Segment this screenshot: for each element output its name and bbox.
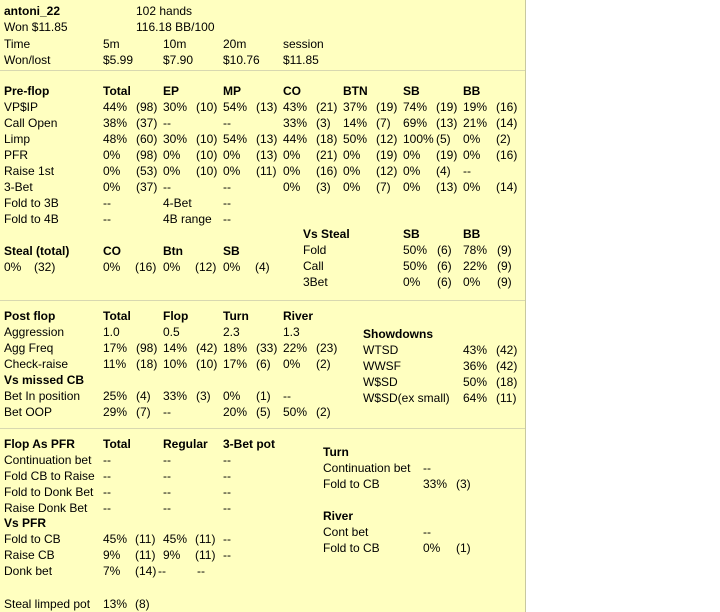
river-title: River [323,509,354,523]
steal-co-count: (16) [135,260,157,274]
vs-pfr-total-count: (14) [135,564,157,578]
vs-pfr-regular-value: -- [158,564,166,578]
vs-pfr-total-count: (11) [135,548,156,562]
steal-limped-pot-value: 13% [103,597,128,611]
vs-pfr-row-label: Donk bet [4,564,53,578]
preflop-cell-value: 0% [163,148,181,162]
missed-cb-cell-count: (5) [256,405,271,419]
postflop-row-label: Agg Freq [4,341,54,355]
vs-pfr-3bet-value: -- [223,532,231,546]
flop-pfr-cell: -- [163,453,171,467]
preflop-row-label: Call Open [4,116,58,130]
missed-cb-cell-count: (2) [316,405,331,419]
preflop-header: EP [163,84,180,98]
missed-cb-cell-count: (3) [196,389,211,403]
turn-cbet-value: -- [423,461,431,475]
showdown-row-count: (18) [496,375,518,389]
missed-cb-cell-value: -- [163,405,171,419]
vs-pfr-regular-count: (11) [195,548,216,562]
preflop-cell-count: (7) [376,116,391,130]
preflop-cell-count: (11) [256,164,277,178]
preflop-cell-count: (14) [496,116,518,130]
preflop-cell-value: 0% [103,148,121,162]
missed-cb-cell-value: 50% [283,405,308,419]
vs-steal-row-label: Fold [303,243,327,257]
preflop-cell-value: 0% [343,148,361,162]
turn-fold-cb-value: 33% [423,477,448,491]
wonlost-5m: $5.99 [103,53,134,67]
missed-cb-cell-count: (7) [136,405,151,419]
preflop-cell-count: (18) [316,132,338,146]
preflop-cell-value: 30% [163,132,188,146]
preflop-cell-value: 0% [403,180,421,194]
postflop-cell-count: (33) [256,341,278,355]
vs-pfr-total-count: (11) [135,532,156,546]
won-amount: Won $11.85 [4,20,68,34]
flop-pfr-cell: -- [223,453,231,467]
preflop-cell-count: (53) [136,164,158,178]
preflop-row-label: Limp [4,132,31,146]
river-fold-cb-value: 0% [423,541,441,555]
missed-cb-row-label: Bet OOP [4,405,53,419]
river-cbet-label: Cont bet [323,525,369,539]
vs-steal-title: Vs Steal [303,227,350,241]
vs-steal-cell-value: 50% [403,259,428,273]
vs-pfr-regular-value: 9% [163,548,181,562]
preflop-cell-value: 54% [223,100,248,114]
missed-cb-row-label: Bet In position [4,389,81,403]
steal-sb-count: (4) [255,260,270,274]
preflop-cell-count: (13) [436,180,458,194]
divider [0,300,525,301]
preflop-header: BB [463,84,481,98]
preflop-cell-count: (13) [256,148,278,162]
steal-limped-pot-count: (8) [135,597,150,611]
postflop-header-river: River [283,309,314,323]
preflop-cell-value: 0% [343,180,361,194]
postflop-cell-count: (42) [196,341,218,355]
flop-pfr-cell: -- [223,501,231,515]
fold-to-4b-label: Fold to 4B [4,212,59,226]
preflop-cell-count: (16) [316,164,338,178]
flop-pfr-row-label: Raise Donk Bet [4,501,88,515]
vs-steal-cell-value: 0% [463,275,481,289]
showdown-row-label: W$SD [363,375,398,389]
preflop-header: Total [103,84,131,98]
postflop-row-label: Check-raise [4,357,69,371]
preflop-cell-count: (21) [316,148,338,162]
vs-pfr-3bet-value: -- [197,564,205,578]
preflop-cell-count: (98) [136,100,158,114]
missed-cb-cell-count: (1) [256,389,271,403]
flop-pfr-cell: -- [103,453,111,467]
preflop-cell-value: 0% [223,148,241,162]
vs-steal-header-bb: BB [463,227,481,241]
showdowns-title: Showdowns [363,327,433,341]
vs-pfr-total-value: 7% [103,564,121,578]
preflop-row-label: 3-Bet [4,180,33,194]
preflop-cell-value: -- [163,116,171,130]
preflop-cell-count: (37) [136,116,158,130]
preflop-cell-value: 43% [283,100,308,114]
postflop-cell-value: 22% [283,341,308,355]
steal-btn-count: (12) [195,260,217,274]
preflop-cell-value: 44% [103,100,128,114]
steal-total-count: (32) [34,260,56,274]
vs-steal-cell-count: (6) [437,275,452,289]
postflop-cell-count: (98) [136,341,158,355]
preflop-cell-value: 0% [103,180,121,194]
steal-sb-value: 0% [223,260,241,274]
vs-steal-row-label: Call [303,259,324,273]
preflop-cell-count: (5) [436,132,451,146]
preflop-row-label: Raise 1st [4,164,55,178]
postflop-header-total: Total [103,309,131,323]
postflop-cell-value: 17% [103,341,128,355]
preflop-cell-count: (19) [436,148,458,162]
vs-steal-cell-count: (6) [437,243,452,257]
preflop-cell-value: -- [163,180,171,194]
preflop-cell-count: (60) [136,132,158,146]
preflop-cell-count: (3) [316,180,331,194]
preflop-cell-count: (12) [376,132,398,146]
flop-pfr-row-label: Continuation bet [4,453,92,467]
preflop-cell-count: (98) [136,148,158,162]
time-col-5m: 5m [103,37,120,51]
preflop-cell-count: (10) [196,164,218,178]
divider [0,70,525,71]
preflop-cell-value: 21% [463,116,488,130]
aggression-turn: 2.3 [223,325,240,339]
four-bet-value: -- [223,196,231,210]
steal-co-value: 0% [103,260,121,274]
vs-steal-cell-count: (9) [497,243,512,257]
time-col-session: session [283,37,324,51]
preflop-cell-count: (19) [376,148,398,162]
postflop-cell-count: (6) [256,357,271,371]
vs-steal-cell-value: 0% [403,275,421,289]
preflop-cell-count: (12) [376,164,398,178]
preflop-cell-value: 0% [463,180,481,194]
preflop-cell-count: (10) [196,100,218,114]
preflop-cell-value: 19% [463,100,488,114]
vs-pfr-total-value: 9% [103,548,121,562]
preflop-cell-value: 0% [103,164,121,178]
vs-pfr-row-label: Fold to CB [4,532,61,546]
showdown-row-value: 43% [463,343,488,357]
showdown-row-label: WWSF [363,359,401,373]
flop-pfr-row-label: Fold to Donk Bet [4,485,94,499]
river-fold-cb-label: Fold to CB [323,541,380,555]
postflop-header-flop: Flop [163,309,189,323]
missed-cb-cell-value: -- [283,389,291,403]
flop-pfr-cell: -- [103,501,111,515]
player-name: antoni_22 [4,4,61,18]
vs-steal-cell-count: (9) [497,275,512,289]
preflop-cell-value: 0% [283,164,301,178]
preflop-cell-count: (19) [436,100,458,114]
showdown-row-count: (42) [496,359,518,373]
preflop-cell-value: -- [223,116,231,130]
vs-pfr-row-label: Raise CB [4,548,55,562]
showdown-row-value: 64% [463,391,488,405]
preflop-cell-value: 37% [343,100,368,114]
preflop-cell-count: (13) [256,132,278,146]
turn-title: Turn [323,445,349,459]
divider [0,428,525,429]
preflop-cell-value: 0% [403,164,421,178]
vs-steal-cell-value: 22% [463,259,488,273]
vs-pfr-regular-count: (11) [195,532,216,546]
preflop-cell-value: 0% [343,164,361,178]
showdown-row-label: WTSD [363,343,399,357]
steal-total-value: 0% [4,260,22,274]
river-fold-cb-count: (1) [456,541,471,555]
preflop-cell-count: (4) [436,164,451,178]
vs-pfr-3bet-value: -- [223,548,231,562]
turn-fold-cb-count: (3) [456,477,471,491]
flop-pfr-header-total: Total [103,437,131,451]
preflop-header: MP [223,84,241,98]
preflop-cell-value: 44% [283,132,308,146]
preflop-cell-value: 48% [103,132,128,146]
vs-steal-header-sb: SB [403,227,420,241]
preflop-row-label: PFR [4,148,28,162]
preflop-cell-count: (19) [376,100,398,114]
fold-to-4b-value: -- [103,212,111,226]
vs-steal-cell-count: (6) [437,259,452,273]
vs-steal-cell-value: 78% [463,243,488,257]
showdown-row-value: 50% [463,375,488,389]
flop-pfr-cell: -- [223,485,231,499]
postflop-cell-count: (2) [316,357,331,371]
preflop-header: SB [403,84,420,98]
vs-pfr-total-value: 45% [103,532,128,546]
flop-pfr-header-3bet-pot: 3-Bet pot [223,437,275,451]
aggression-label: Aggression [4,325,65,339]
postflop-cell-count: (23) [316,341,338,355]
preflop-cell-value: 50% [343,132,368,146]
postflop-cell-value: 11% [103,357,127,371]
wonlost-session: $11.85 [283,53,319,67]
wonlost-20m: $10.76 [223,53,260,67]
wonlost-label: Won/lost [4,53,51,67]
preflop-cell-value: 0% [463,132,481,146]
showdown-row-label: W$SD(ex small) [363,391,450,405]
preflop-cell-value: -- [463,164,471,178]
showdown-row-count: (11) [496,391,517,405]
flop-pfr-cell: -- [163,501,171,515]
flop-as-pfr-title: Flop As PFR [4,437,75,451]
preflop-cell-value: 38% [103,116,128,130]
preflop-cell-value: 0% [283,180,301,194]
vs-pfr-regular-value: 45% [163,532,188,546]
preflop-cell-count: (10) [196,132,218,146]
four-b-range-value: -- [223,212,231,226]
flop-pfr-cell: -- [103,469,111,483]
missed-cb-cell-value: 20% [223,405,248,419]
showdown-row-count: (42) [496,343,518,357]
preflop-cell-value: 0% [283,148,301,162]
four-b-range-label: 4B range [163,212,212,226]
preflop-header: CO [283,84,301,98]
river-cbet-value: -- [423,525,431,539]
postflop-cell-value: 0% [283,357,301,371]
postflop-title: Post flop [4,309,56,323]
preflop-cell-value: -- [223,180,231,194]
vs-steal-cell-value: 50% [403,243,428,257]
showdown-row-value: 36% [463,359,488,373]
preflop-row-label: VP$IP [4,100,39,114]
vs-steal-cell-count: (9) [497,259,512,273]
preflop-cell-value: 0% [463,148,481,162]
vs-missed-cb-title: Vs missed CB [4,373,85,387]
preflop-cell-count: (3) [316,116,331,130]
flop-pfr-cell: -- [103,485,111,499]
preflop-cell-value: 69% [403,116,428,130]
bb-per-100: 116.18 BB/100 [136,20,215,34]
steal-title: Steal (total) [4,244,70,258]
turn-fold-cb-label: Fold to CB [323,477,380,491]
aggression-total: 1.0 [103,325,120,339]
preflop-cell-count: (21) [316,100,338,114]
postflop-header-turn: Turn [223,309,249,323]
missed-cb-cell-value: 25% [103,389,128,403]
vs-pfr-title: Vs PFR [4,516,47,530]
postflop-cell-value: 10% [163,357,188,371]
wonlost-10m: $7.90 [163,53,194,67]
hands-count: 102 hands [136,4,193,18]
preflop-cell-count: (7) [376,180,391,194]
preflop-cell-count: (16) [496,100,518,114]
preflop-cell-value: 0% [223,164,241,178]
preflop-cell-count: (10) [196,148,218,162]
flop-pfr-header-regular: Regular [163,437,208,451]
preflop-cell-count: (16) [496,148,518,162]
preflop-cell-count: (2) [496,132,511,146]
flop-pfr-cell: -- [163,485,171,499]
preflop-cell-value: 54% [223,132,248,146]
steal-header-co: CO [103,244,121,258]
preflop-cell-value: 14% [343,116,368,130]
preflop-cell-value: 30% [163,100,188,114]
flop-pfr-row-label: Fold CB to Raise [4,469,95,483]
steal-limped-pot-label: Steal limped pot [4,597,91,611]
preflop-title: Pre-flop [4,84,50,98]
time-col-20m: 20m [223,37,247,51]
steal-header-btn: Btn [163,244,183,258]
preflop-cell-value: 0% [163,164,181,178]
preflop-header: BTN [343,84,368,98]
steal-btn-value: 0% [163,260,181,274]
preflop-cell-value: 33% [283,116,308,130]
aggression-flop: 0.5 [163,325,180,339]
postflop-cell-count: (18) [136,357,158,371]
fold-to-3b-label: Fold to 3B [4,196,59,210]
preflop-cell-count: (37) [136,180,158,194]
preflop-cell-count: (13) [436,116,458,130]
preflop-cell-count: (13) [256,100,278,114]
postflop-cell-value: 14% [163,341,188,355]
missed-cb-cell-value: 33% [163,389,188,403]
flop-pfr-cell: -- [163,469,171,483]
missed-cb-cell-value: 29% [103,405,128,419]
preflop-cell-value: 100% [403,132,434,146]
preflop-cell-count: (14) [496,180,518,194]
preflop-cell-value: 0% [403,148,421,162]
preflop-cell-value: 74% [403,100,428,114]
turn-cbet-label: Continuation bet [323,461,411,475]
fold-to-3b-value: -- [103,196,111,210]
postflop-cell-count: (10) [196,357,218,371]
four-bet-label: 4-Bet [163,196,192,210]
missed-cb-cell-count: (4) [136,389,151,403]
missed-cb-cell-value: 0% [223,389,241,403]
postflop-cell-value: 17% [223,357,248,371]
steal-header-sb: SB [223,244,240,258]
postflop-cell-value: 18% [223,341,248,355]
time-label: Time [4,37,31,51]
flop-pfr-cell: -- [223,469,231,483]
aggression-river: 1.3 [283,325,300,339]
time-col-10m: 10m [163,37,187,51]
vs-steal-row-label: 3Bet [303,275,328,289]
